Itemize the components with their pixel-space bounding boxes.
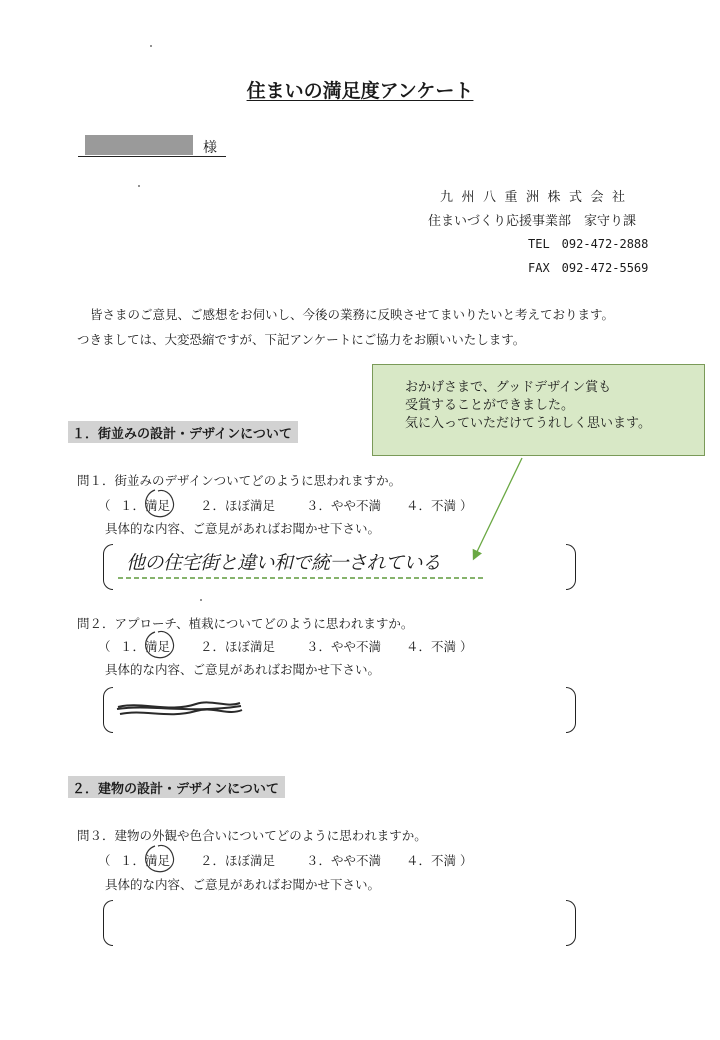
q2-option-4[interactable]: ４．不満 <box>406 639 457 654</box>
company-department: 住まいづくり応援事業部 家守り課 <box>428 214 637 229</box>
q1-detail-prompt: 具体的な内容、ご意見があればお聞かせ下さい。 <box>105 521 381 536</box>
q1-open-paren: （ <box>98 498 111 513</box>
q2-option-3[interactable]: ３．やや不満 <box>306 639 382 654</box>
speck-3 <box>200 599 202 601</box>
honorific: 様 <box>203 140 217 156</box>
q3-option-4[interactable]: ４．不満 <box>406 853 457 868</box>
q3-option-1[interactable]: １．満足 <box>120 853 171 868</box>
q3-option-3[interactable]: ３．やや不満 <box>306 853 382 868</box>
q1-selection-circle <box>146 490 174 517</box>
callout-line-3: 気に入っていただけてうれしく思います。 <box>405 416 651 431</box>
q1-option-4[interactable]: ４．不満 <box>406 498 457 513</box>
q2-option-1[interactable]: １．満足 <box>120 639 171 654</box>
q1-option-2[interactable]: ２．ほぼ満足 <box>200 498 276 513</box>
q3-selection-circle <box>146 845 174 871</box>
question-3-label: 問３．建物の外観や色合いについてどのように思われますか。 <box>77 828 427 843</box>
q3-option-2[interactable]: ２．ほぼ満足 <box>200 853 276 868</box>
intro-line-2: つきましては、大変恐縮ですが、下記アンケートにご協力をお願いいたします。 <box>77 332 526 347</box>
company-tel: TEL 092-472-2888 <box>528 237 649 251</box>
q2-crossed-out-scribble <box>117 702 242 714</box>
section-heading-1: １．街並みの設計・デザインについて <box>68 421 298 443</box>
page-title: 住まいの満足度アンケート <box>246 80 474 102</box>
q2-selection-circle <box>146 631 174 657</box>
q2-close-paren: ） <box>460 639 473 654</box>
q1-handwritten-answer[interactable]: 他の住宅街と違い和で統一されている <box>126 552 441 574</box>
q1-option-1[interactable]: １．満足 <box>120 498 171 513</box>
q2-detail-prompt: 具体的な内容、ご意見があればお聞かせ下さい。 <box>105 662 381 677</box>
callout-line-2: 受賞することができました。 <box>405 398 575 413</box>
callout-arrow <box>474 458 522 558</box>
callout-line-1: おかげさまで、グッドデザイン賞も <box>405 380 612 395</box>
q1-option-3[interactable]: ３．やや不満 <box>306 498 382 513</box>
q3-open-paren: （ <box>98 853 111 868</box>
intro-line-1: 皆さまのご意見、ご感想をお伺いし、今後の業務に反映させてまいりたいと考えております。 <box>90 307 615 322</box>
q2-option-2[interactable]: ２．ほぼ満足 <box>200 639 276 654</box>
company-fax: FAX 092-472-5569 <box>528 261 649 275</box>
q2-open-paren: （ <box>98 639 111 654</box>
q3-detail-prompt: 具体的な内容、ご意見があればお聞かせ下さい。 <box>105 877 381 892</box>
q1-close-paren: ） <box>460 498 473 513</box>
question-1-label: 問１．街並みのデザインついてどのように思われますか。 <box>77 473 402 488</box>
section-heading-2: ２．建物の設計・デザインについて <box>68 776 285 798</box>
company-name: 九州八重洲株式会社 <box>440 190 634 205</box>
q3-close-paren: ） <box>460 853 473 868</box>
speck-2 <box>138 185 140 187</box>
question-2-label: 問２．アプローチ、植栽についてどのように思われますか。 <box>77 616 414 631</box>
speck-1 <box>150 45 152 47</box>
